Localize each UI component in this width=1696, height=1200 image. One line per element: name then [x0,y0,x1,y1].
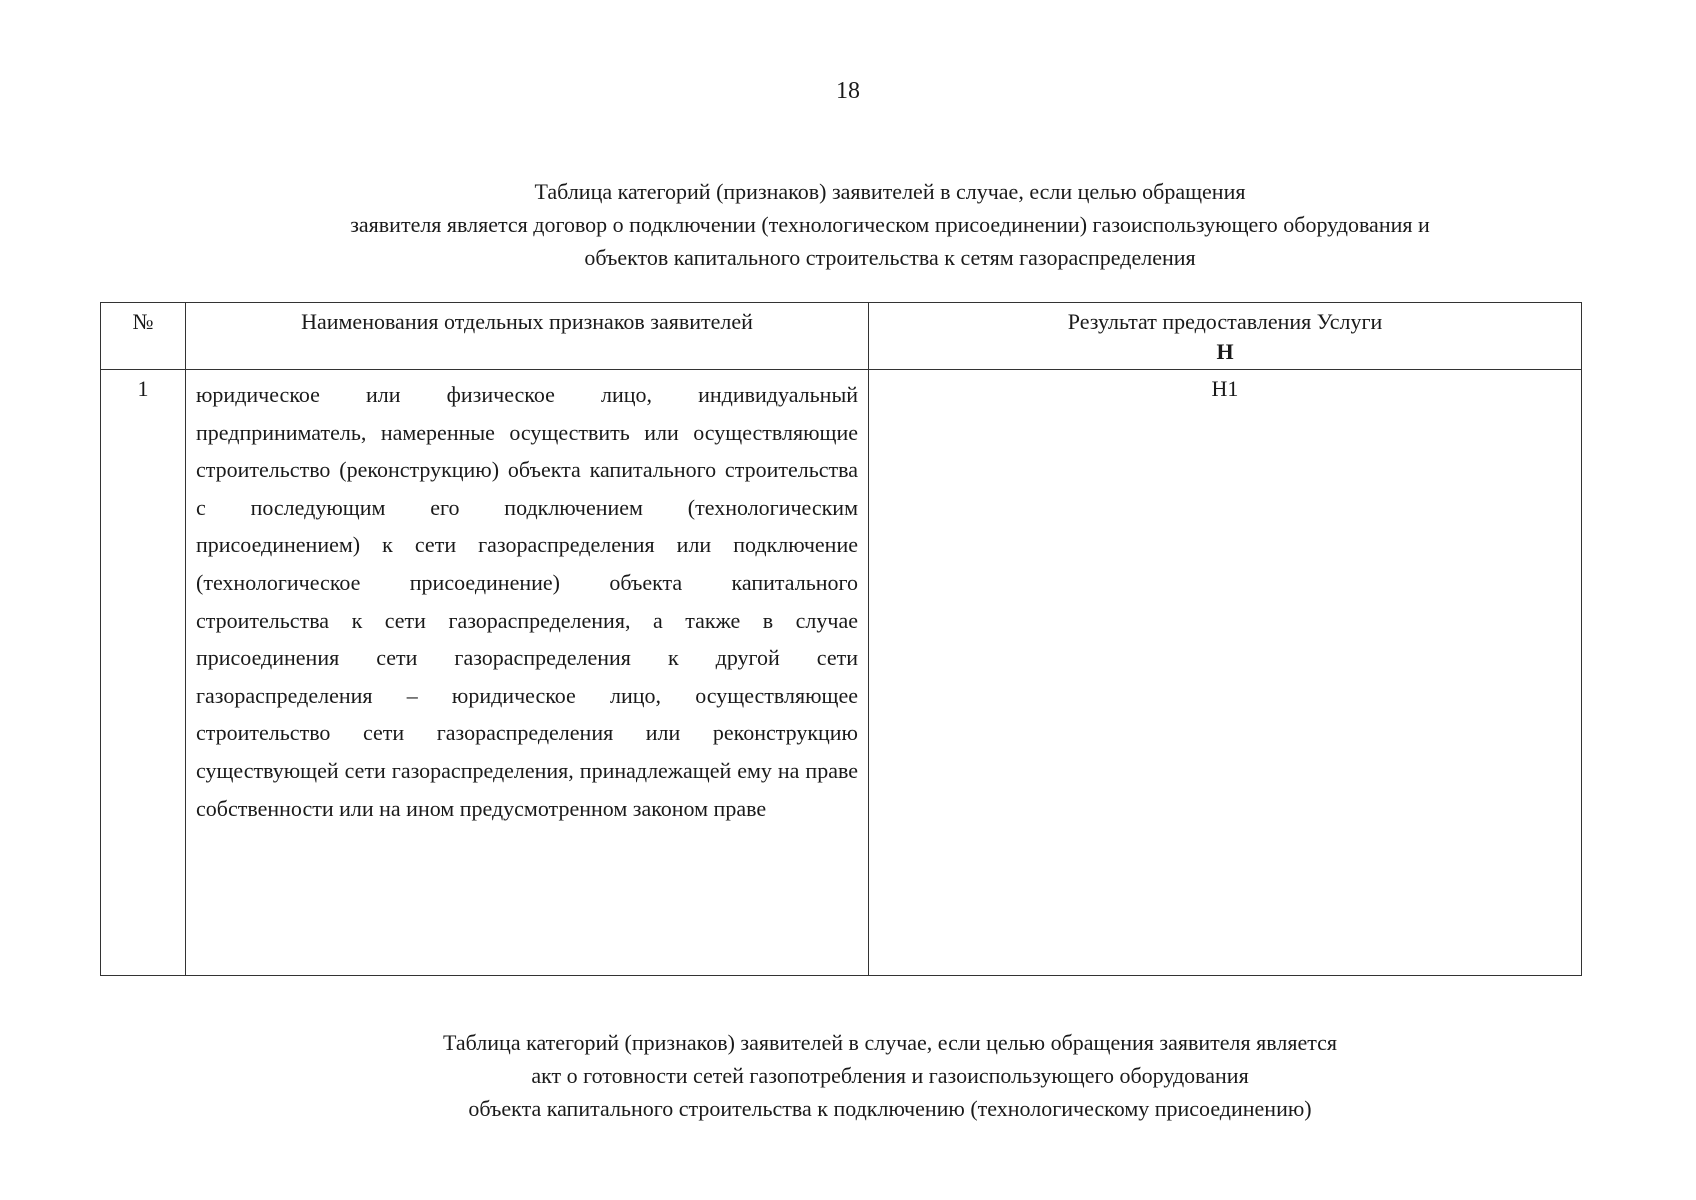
header-number: № [101,303,186,370]
table2-title-line: акт о готовности сетей газопотребления и газоиспользующего оборудования [531,1063,1249,1088]
row-result: Н1 [869,370,1582,976]
table2-title-line: Таблица категорий (признаков) заявителей в случае, если целью обращения заявителя является [443,1030,1337,1055]
header-name: Наименования отдельных признаков заявителей [186,303,869,370]
applicant-categories-table [100,302,1582,976]
table2-title-line: объекта капитального строительства к подключению (технологическому присоединению) [468,1096,1312,1121]
header-result-code: Н [1216,339,1234,364]
table1-title-line: Таблица категорий (признаков) заявителей в случае, если целью обращения [534,179,1246,204]
row-name: юридическое или физическое лицо, индивидуальный предприниматель, намеренные осуществить или осуществляющие строительство (реконструкцию) объекта капитального строительства с последующим его подключением (технологическим присоединением) к сети газораспределения или подключение (технологическое присоединение) объекта капитального строительства к сети газораспределения, а также в случае присоединения сети газораспределения к другой сети газораспределения – юридическое лицо, осуществляющее строительство сети газораспределения или реконструкцию существующей сети газораспределения, принадлежащей ему на праве собственности или на ином предусмотренном законом праве [186,370,869,976]
page-number: 18 [836,78,860,104]
table1-title-line: заявителя является договор о подключении (технологическом присоединении) газоиспользующего оборудования и [350,212,1430,237]
header-result-label: Результат предоставления Услуги [1067,309,1383,334]
table1-title-line: объектов капитального строительства к сетям газораспределения [584,245,1196,270]
table2-title [100,1026,1680,1125]
table1-title [100,175,1680,274]
table-header-row [101,303,1582,370]
table-row [101,370,1582,976]
header-result [869,303,1582,370]
row-number: 1 [101,370,186,976]
